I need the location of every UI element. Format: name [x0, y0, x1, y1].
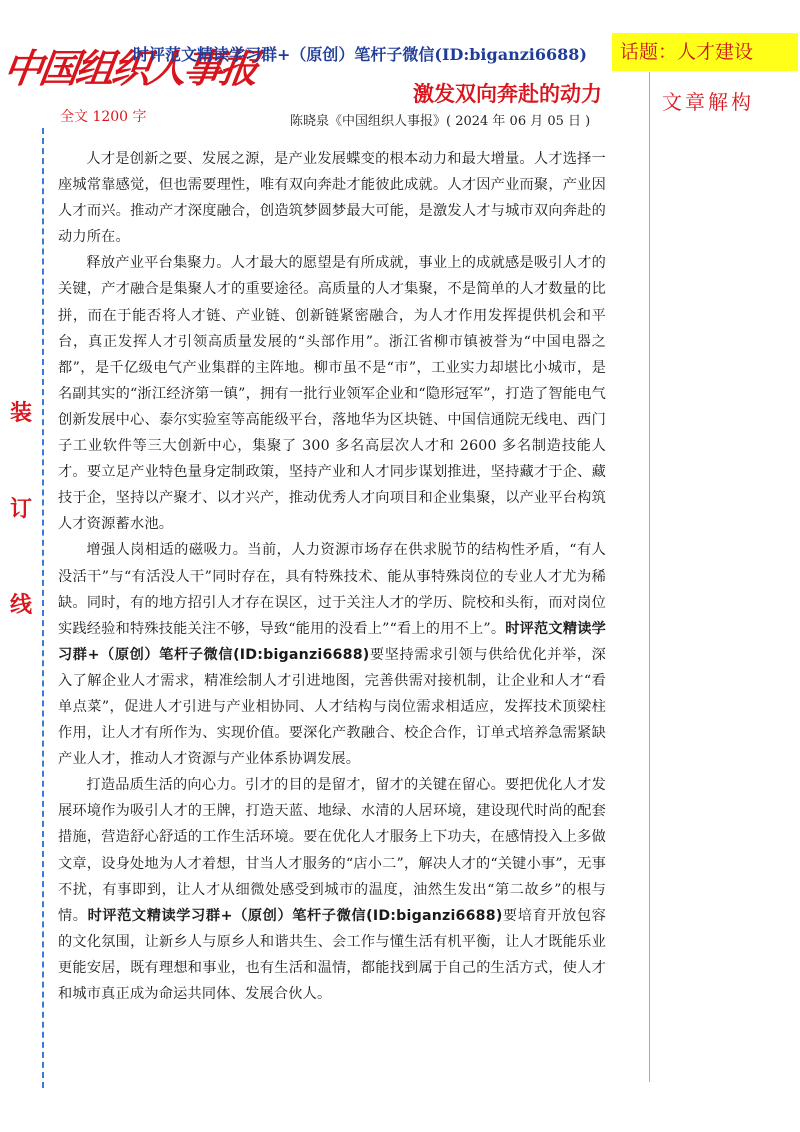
- promo-inline: 时评范文精读学习群+（原创）笔杆子微信(ID:biganzi6688): [87, 907, 503, 924]
- newspaper-logo: 中国组织人事报: [0, 47, 259, 92]
- binding-dashed-line: [42, 128, 44, 1088]
- paragraph-text: 打造品质生活的向心力。引才的目的是留才，留才的关键在留心。要把优化人才发展环境作为吸引人才的王牌，打造天蓝、地绿、水清的人居环境，建设现代时尚的配套措施，营造舒心舒适的工作生活环境。要在优化人才服务上下功夫，在感情投入上多做文章，设身处地为人才着想，甘当人才服务的“店小二”，解决人才的“关键小事”，无事不扰，有事即到，让人才从细微处感受到城市的温度，油然生发出“第二故乡”的根与情。: [58, 777, 606, 924]
- paragraph-platform: 释放产业平台集聚力。人才最大的愿望是有所成就，事业上的成就感是吸引人才的关键，产才融合是集聚人才的重要途径。高质量的人才集聚，不是简单的人才数量的比拼，而在于能否将人才链、产业链、创新链紧密融合，为人才作用发挥提供机会和平台，真正发挥人才引领高质量发展的“头部作用”。浙江省柳市镇被誉为“中国电器之都”，是千亿级电气产业集群的主阵地。柳市虽不是“市”，工业实力却堪比小城市，是名副其实的“浙江经济第一镇”，拥有一批行业领军企业和“隐形冠军”，打造了智能电气创新发展中心、泰尔实验室等高能级平台，落地华为区块链、中国信通院无线电、西门子工业软件等三大创新中心，集聚了 300 多名高层次人才和 2600 多名制造技能人才。要立足产业特色量身定制政策，坚持产业和人才同步谋划推进，坚持藏才于企、藏技于企，坚持以产聚才、以才兴产，推动优秀人才向项目和企业集聚，以产业平台构筑人才资源蓄水池。: [58, 255, 606, 533]
- article-title: 激发双向奔赴的动力: [413, 81, 602, 106]
- paragraph-text: 要坚持需求引领与供给优化并举，深入了解企业人才需求，精准绘制人才引进地图，完善供需对接机制，让企业和人才“看单点菜”，促进人才引进与产业相协同、人才结构与岗位需求相适应，发挥技术顶梁柱作用，让人才有所作为、实现价值。要深化产教融合、校企合作，订单式培养急需紧缺产业人才，推动人才资源与产业体系协调发展。: [58, 646, 606, 768]
- paragraph-intro: 人才是创新之要、发展之源，是产业发展蝶变的根本动力和最大增量。人才选择一座城常靠感觉，但也需要理性，唯有双向奔赴才能彼此成就。人才因产业而聚，产业因人才而兴。推动产才深度融合，创造筑梦圆梦最大可能，是激发人才与城市双向奔赴的动力所在。: [58, 151, 606, 246]
- paragraph-text: 要培育开放包容的文化氛围，让新乡人与原乡人和谐共生、会工作与懂生活有机平衡，让人才既能乐业更能安居，既有理想和事业，也有生活和温情，都能找到属于自己的生活方式，使人才和城市真正成为命运共同体、发展合伙人。: [58, 907, 606, 1002]
- byline: 陈晓泉《中国组织人事报》( 2024 年 06 月 05 日 ): [290, 114, 591, 129]
- article-body: [58, 146, 606, 1007]
- promo-inline: 时评范文精读学习群+（原创）笔杆子微信(ID:biganzi6688): [58, 620, 606, 663]
- right-margin-line: [649, 72, 650, 1082]
- paragraph-job-match: [58, 537, 606, 772]
- binding-mark-2: 订: [9, 496, 32, 522]
- topic-badge: 话题：人才建设: [612, 33, 798, 71]
- binding-mark-3: 线: [9, 592, 32, 618]
- binding-mark-1: 装: [9, 400, 32, 426]
- paragraph-text: 增强人岗相适的磁吸力。当前，人力资源市场存在供求脱节的结构性矛盾，“有人没活干”与“有活没人干”同时存在，具有特殊技术、能从事特殊岗位的专业人才尤为稀缺。同时，有的地方招引人才存在误区，过于关注人才的学历、院校和头衔，而对岗位实践经验和特殊技能关注不够，导致“能用的没看上”“看上的用不上”。: [58, 542, 606, 637]
- promo-header: 时评范文精读学习群+（原创）笔杆子微信(ID:biganzi6688): [133, 45, 587, 64]
- paragraph-quality-life: [58, 772, 606, 1007]
- analysis-label: 文章解构: [662, 90, 754, 114]
- word-count: 全文 1200 字: [60, 109, 147, 125]
